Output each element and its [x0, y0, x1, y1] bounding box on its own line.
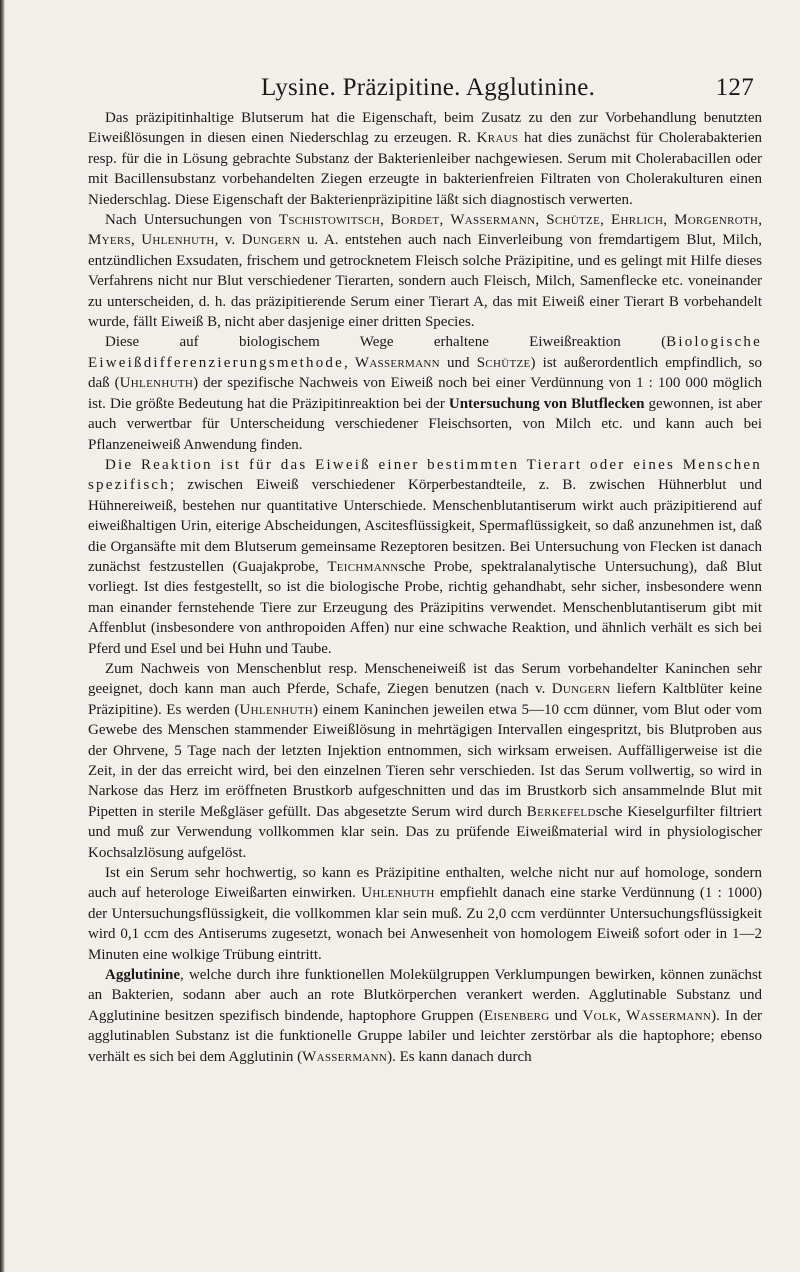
text-run: , — [439, 212, 451, 229]
text-run: , v. — [214, 232, 242, 249]
text-run: u. A. entstehen auch nach Einverleibung von fremdartigem Blut, Milch, entzündlichen Exsudaten, frischem und getrocknetem Fleisch solche Präzipitine, und es gelingt mit Hilfe dieses Verfahrens nicht nur Blut verschiedener Tierarten, sondern auch Fleisch, Milch, Samenflecke etc. voneinander zu unterscheiden, d. h. das präzipitierende Serum einer Tierart A, das mit Eiweiß einer Tierart B vorbehandelt wurde, fällt Eiweiß B, nicht aber dasjenige einer dritten Species. — [88, 232, 762, 331]
text-run: Nach Untersuchungen von — [105, 212, 279, 229]
text-run-sc: Berkefeld — [526, 803, 596, 820]
text-run: ). Es kann danach durch — [387, 1048, 532, 1065]
text-run-sc: Uhlenhuth — [119, 375, 194, 392]
text-run-sc: Wassermann — [450, 212, 536, 229]
text-run-sc: Dungern — [551, 681, 611, 698]
text-run: empfiehlt danach eine starke Verdünnung (1 : 1000) der Untersuchungsflüssigkeit, die vollkommen klar sein muß. Zu 2,0 ccm verdünnter Untersuchungsflüssigkeit wird 0,1 ccm des Antiserums zugesetzt, wonach bei Anwesenheit von homologem Eiweiß sofort oder in 1—2 Minuten eine wolkige Trübung eintritt. — [88, 885, 763, 963]
text-run-sc: Wassermann — [626, 1007, 712, 1024]
text-run-sc: Dungern — [241, 232, 301, 249]
page-header — [88, 68, 762, 108]
text-run: ). In der agglutinablen Substanz ist die funktionelle Gruppe labiler und leichter zerstörbar als die haptophore; ebenso verhält es sich bei dem Agglutinin ( — [88, 1007, 762, 1065]
text-run: , — [600, 212, 611, 229]
page-number: 127 — [715, 74, 754, 101]
text-run-sc: Bordet — [390, 212, 440, 229]
text-run-sc: Uhlenhuth — [239, 701, 313, 718]
text-run-b: Agglutinine — [105, 967, 181, 984]
text-run-sc: Eisenberg — [483, 1007, 550, 1024]
running-title: Lysine. Präzipitine. Agglutinine. — [261, 74, 596, 101]
text-run: , — [380, 212, 391, 229]
text-run-sc: Tschistowitsch — [278, 212, 381, 229]
text-run-sc: Morgenroth — [674, 212, 759, 229]
text-run: ) einem Kaninchen jeweilen etwa 5—10 ccm dünner, vom Blut oder vom Gewebe des Menschen stammender Eiweißlösung in mehrtägigen Intervallen eingespritzt, bis Blutproben aus der Ohrvene, 5 Tage nach der letzten Injektion entnommen, sich wirksam erweisen. Auffälligerweise ist die Zeit, in der das erreicht wird, bei den einzelnen Tieren sehr verschieden. Ist das Serum vollwertig, so wird in Narkose das Herz im eröffneten Brustkorb aufgeschnitten und das im Brustkorb sich ansammelnde Blut mit Pipetten in sterile Meßgläser gefüllt. Das abgesetzte Serum wird durch — [88, 701, 762, 820]
text-run: Zum Nachweis von Menschenblut resp. Menscheneiweiß ist das Serum vorbehandelter Kaninchen sehr geeignet, doch kann man auch Pferde, Schafe, Ziegen benutzen (nach v. — [88, 660, 762, 698]
text-run: sche Kieselgurfilter filtriert und muß zur Verwendung vollkommen klar sein. Das zu prüfende Eiweißmaterial wird in physiologischer Kochsalzlösung aufgelöst. — [88, 803, 762, 861]
text-run: , — [343, 354, 355, 371]
page-edge-shadow — [0, 0, 5, 1272]
text-run-sc: Teichmann — [327, 558, 399, 575]
paragraph-7 — [88, 965, 762, 1067]
paragraph-1 — [88, 108, 762, 210]
text-run-sc: Ehrlich — [611, 212, 664, 229]
text-run-sc: Myers — [88, 232, 131, 249]
text-run: sche Probe, spektralanalytische Untersuchung), daß Blut vorliegt. Ist dies festgestellt, so ist die biologische Probe, richtig gehandhabt, sehr sicher, insbesondere wenn man einander fernstehende Tiere zur Erzeugung des Präzipitins verwendet. Menschenblutantiserum gibt mit Affenblut (insbesondere von anthropoiden Affen) nur eine schwache Reaktion, und ähnlich verhält es sich bei Pferd und Esel und bei Huhn und Taube. — [88, 558, 762, 657]
text-run: , welche durch ihre funktionellen Molekülgruppen Verklumpungen bewirken, können zunächst an Bakterien, sodann aber auch an rote Blutkörperchen verankert werden. Agglutinable Substanz und Agglutinine besitzen spezifisch bindende, haptophore Gruppen ( — [88, 967, 762, 1024]
text-run: Ist ein Serum sehr hochwertig, so kann es Präzipitine enthalten, welche nicht nur auf homologe, sondern auch auf heterologe Eiweißarten einwirken. — [88, 865, 762, 902]
text-run: Das präzipitinhaltige Blutserum hat die Eigenschaft, beim Zusatz zu den zur Vorbehandlung benutzten Eiweißlösungen in diesen einen Niederschlag zu erzeugen. R. — [88, 110, 762, 147]
text-run: liefern Kaltblüter keine Präzipitine). Es werden ( — [88, 681, 762, 718]
text-run-sp: Die Reaktion ist für das Eiweiß einer bestimmten Tierart oder eines Menschen spezifisch — [88, 456, 762, 494]
text-run: , — [130, 232, 142, 249]
text-run: gewonnen, ist aber auch verwertbar für Unterscheidung verschiedener Fleischsorten, von Milch etc. und kann auch bei Pflanzeneiweiß Anwendung finden. — [88, 395, 762, 453]
text-run-sc: Schütze — [476, 354, 531, 371]
text-run: , — [617, 1007, 627, 1024]
text-run: und — [549, 1007, 583, 1024]
text-run: , — [663, 212, 675, 229]
text-run: Diese auf biologischem Wege erhaltene Eiweißreaktion ( — [105, 334, 667, 351]
text-run: hat dies zunächst für Cholerabakterien resp. für die in Lösung gebrachte Substanz der Bakterienleiber nachgewiesen. Serum mit Cholerabacillen oder mit Bacillensubstanz vorbehandelten Ziegen erzeugte in bakterienfreien Filtraten von Cholerakulturen einen Niederschlag. Diese Eigenschaft der Bakterienpräzipitine läßt sich diagnostisch verwerten. — [88, 130, 762, 208]
text-run-sc: Uhlenhuth — [361, 885, 435, 902]
text-run: , — [758, 212, 763, 229]
text-run-sc: Kraus — [476, 130, 519, 147]
paragraph-6 — [88, 863, 762, 965]
text-run-sc: Wassermann — [354, 354, 440, 371]
text-run-sp: Biologische Eiweißdifferenzierungsmethode — [88, 334, 762, 371]
text-run-b: Untersuchung von Blutflecken — [448, 395, 645, 412]
text-run: ) ist außerordentlich empfindlich, so daß ( — [88, 354, 762, 392]
book-page — [88, 68, 762, 1067]
paragraph-3 — [88, 332, 762, 454]
text-run-sc: Wassermann — [302, 1048, 388, 1065]
text-run-sc: Schütze — [546, 212, 601, 229]
paragraph-2 — [88, 210, 762, 332]
paragraph-4 — [88, 455, 762, 659]
text-run: ; zwischen Eiweiß verschiedener Körperbestandteile, z. B. zwischen Hühnerblut und Hühnereiweiß, bestehen nur quantitative Unterschiede. Menschenblutantiserum wirkt auch präzipitierend auf eiweißhaltigen Urin, eiterige Abscheidungen, Ascitesflüssigkeit, Spermaflüssigkeit, so daß anzunehmen ist, daß die Organsäfte mit dem Blutserum gemeinsame Rezeptoren besitzen. Bei Untersuchung von Flecken ist danach zunächst festzustellen (Guajakprobe, — [88, 477, 762, 575]
text-run: , — [535, 212, 547, 229]
text-run: und — [439, 354, 477, 371]
text-run: ) der spezifische Nachweis von Eiweiß noch bei einer Verdünnung von 1 : 100 000 möglich ist. Die größte Bedeutung hat die Präzipitinreaktion bei der — [88, 375, 762, 412]
paragraph-5 — [88, 659, 762, 863]
page-body — [88, 108, 762, 1067]
text-run-sc: Volk — [582, 1007, 618, 1024]
text-run-sc: Uhlenhuth — [141, 232, 215, 249]
